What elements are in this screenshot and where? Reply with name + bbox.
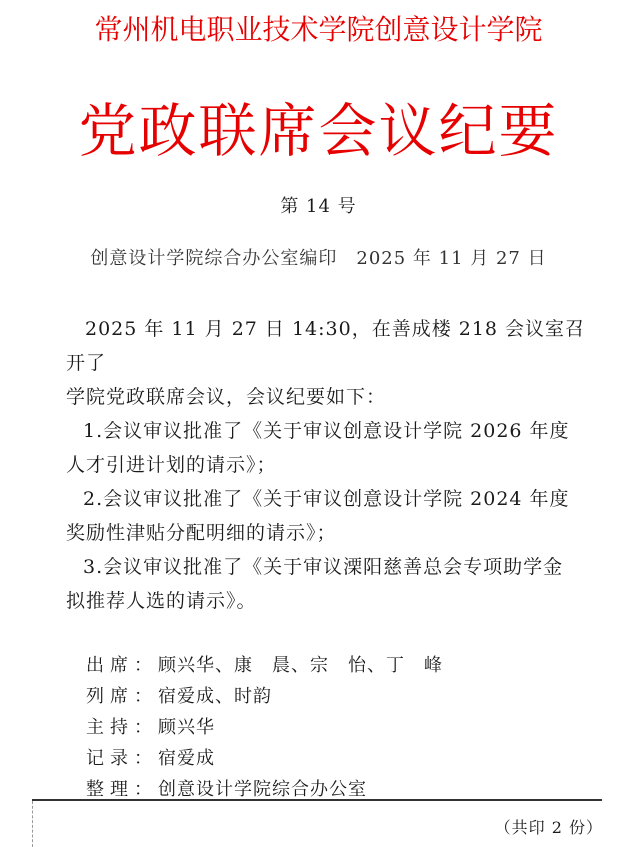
resolution-item-3-line-2: 拟推荐人选的请示》。: [66, 590, 257, 612]
editor-date-line: 创意设计学院综合办公室编印 2025 年 11 月 27 日: [90, 248, 547, 269]
resolution-item-2-line-2: 奖励性津贴分配明细的请示》；: [66, 522, 337, 544]
footer-divider: [32, 799, 602, 801]
attendee-value: 宿爱成: [158, 748, 215, 769]
margin-dashed-line: [32, 801, 33, 847]
copies-count: （共印 2 份）: [494, 818, 603, 837]
resolution-item-2-line-1: 2.会议审议批准了《关于审议创意设计学院 2024 年度: [83, 488, 570, 510]
resolution-item-1-line-2: 人才引进计划的请示》；: [66, 454, 277, 476]
resolution-item-3-line-1: 3.会议审议批准了《关于审议溧阳慈善总会专项助学金: [83, 556, 564, 578]
attendee-label: 主持：: [86, 717, 158, 738]
attendee-value: 顾兴华、康 晨、宗 怡、丁 峰: [158, 655, 443, 676]
intro-line-2: 学院党政联席会议，会议纪要如下：: [66, 386, 387, 408]
attendee-row-chair: [86, 712, 586, 743]
minutes-body: [66, 312, 596, 618]
attendee-row-present: [86, 650, 586, 681]
intro-line-1: 2025 年 11 月 27 日 14:30，在善成楼 218 会议室召开了: [66, 318, 586, 374]
attendee-row-observers: [86, 681, 586, 712]
document-title: 党政联席会议纪要: [78, 97, 559, 165]
resolution-item-1-line-1: 1.会议审议批准了《关于审议创意设计学院 2026 年度: [83, 420, 570, 442]
attendee-value: 顾兴华: [158, 717, 215, 738]
attendee-label: 列席：: [86, 686, 158, 707]
attendee-list: [86, 650, 586, 805]
attendee-value: 创意设计学院综合办公室: [158, 779, 367, 800]
attendee-row-recorder: [86, 743, 586, 774]
organization-name: 常州机电职业技术学院创意设计学院: [94, 13, 543, 46]
attendee-value: 宿爱成、时韵: [158, 686, 272, 707]
issue-number: 第 14 号: [280, 196, 357, 217]
attendee-label: 出席：: [86, 655, 158, 676]
attendee-label: 记录：: [86, 748, 158, 769]
attendee-label: 整理：: [86, 779, 158, 800]
